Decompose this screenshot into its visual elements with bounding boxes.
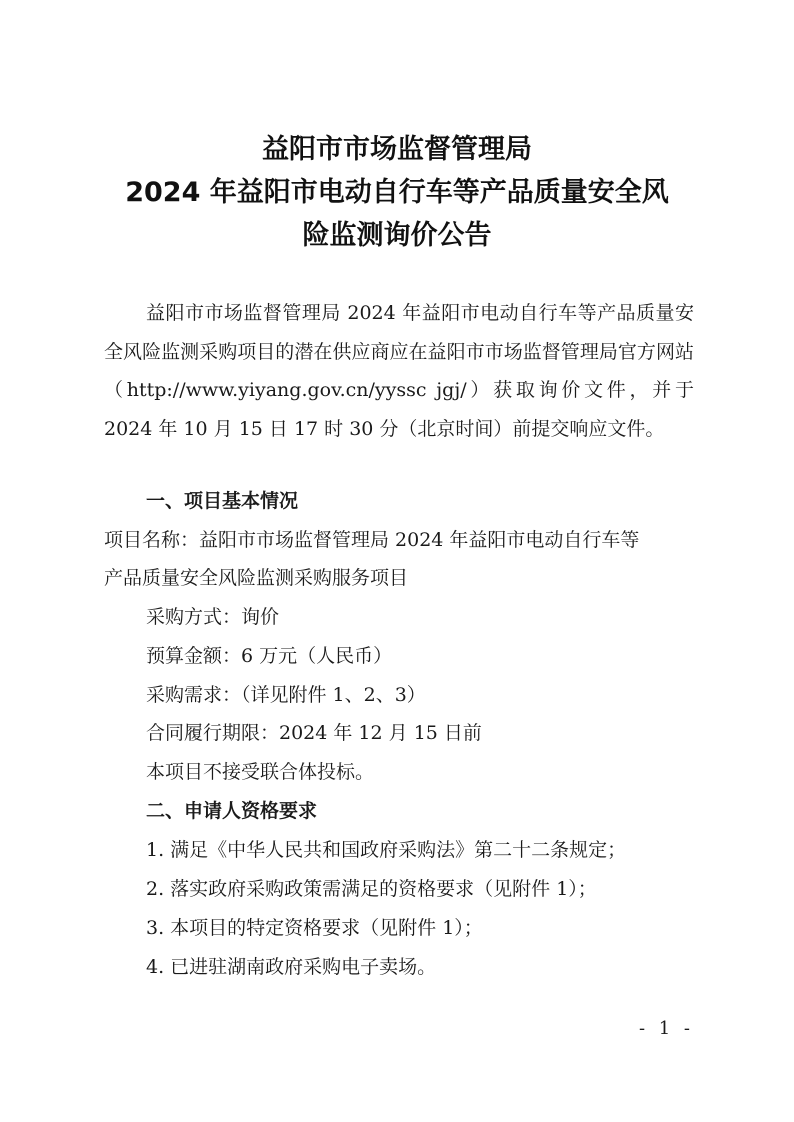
title-line-3: 险监测询价公告: [302, 220, 492, 251]
section-1-heading: 一、项目基本情况: [146, 490, 299, 512]
consortium-note: 本项目不接受联合体投标。: [146, 761, 375, 783]
qualification-item: 4. 已进驻湖南政府采购电子卖场。: [146, 956, 437, 978]
section-2-heading: 二、申请人资格要求: [146, 800, 318, 822]
qualification-item: 2. 落实政府采购政策需满足的资格要求（见附件 1）；: [146, 878, 597, 900]
qualification-item: 1. 满足《中华人民共和国政府采购法》第二十二条规定；: [146, 839, 627, 861]
title-line-1: 益阳市市场监督管理局: [262, 134, 532, 165]
intro-paragraph: 益阳市市场监督管理局 2024 年益阳市电动自行车等产品质量安全风险监测采购项目的潜在供应商应在益阳市市场监督管理局官方网站（http://www.yiyang.gov.cn/yyssc jgj/）获取询价文件，并于 2024 年 10 月 15 日 17 时 30 分（北京时间）前提交响应文件。: [104, 302, 694, 440]
budget-amount: 预算金额：6 万元（人民币）: [146, 645, 393, 667]
procurement-method: 采购方式：询价: [146, 606, 280, 628]
document-title: [100, 128, 694, 257]
project-name-line-1: 项目名称：益阳市市场监督管理局 2024 年益阳市电动自行车等: [104, 529, 640, 551]
contract-period: 合同履行期限：2024 年 12 月 15 日前: [146, 722, 482, 744]
page-number: - 1 -: [638, 1018, 694, 1039]
procurement-requirements: 采购需求：（详见附件 1、2、3）: [146, 684, 426, 706]
title-line-2: 2024 年益阳市电动自行车等产品质量安全风: [125, 177, 669, 208]
qualification-item: 3. 本项目的特定资格要求（见附件 1）；: [146, 917, 483, 939]
project-name-line-2: 产品质量安全风险监测采购服务项目: [104, 567, 409, 589]
